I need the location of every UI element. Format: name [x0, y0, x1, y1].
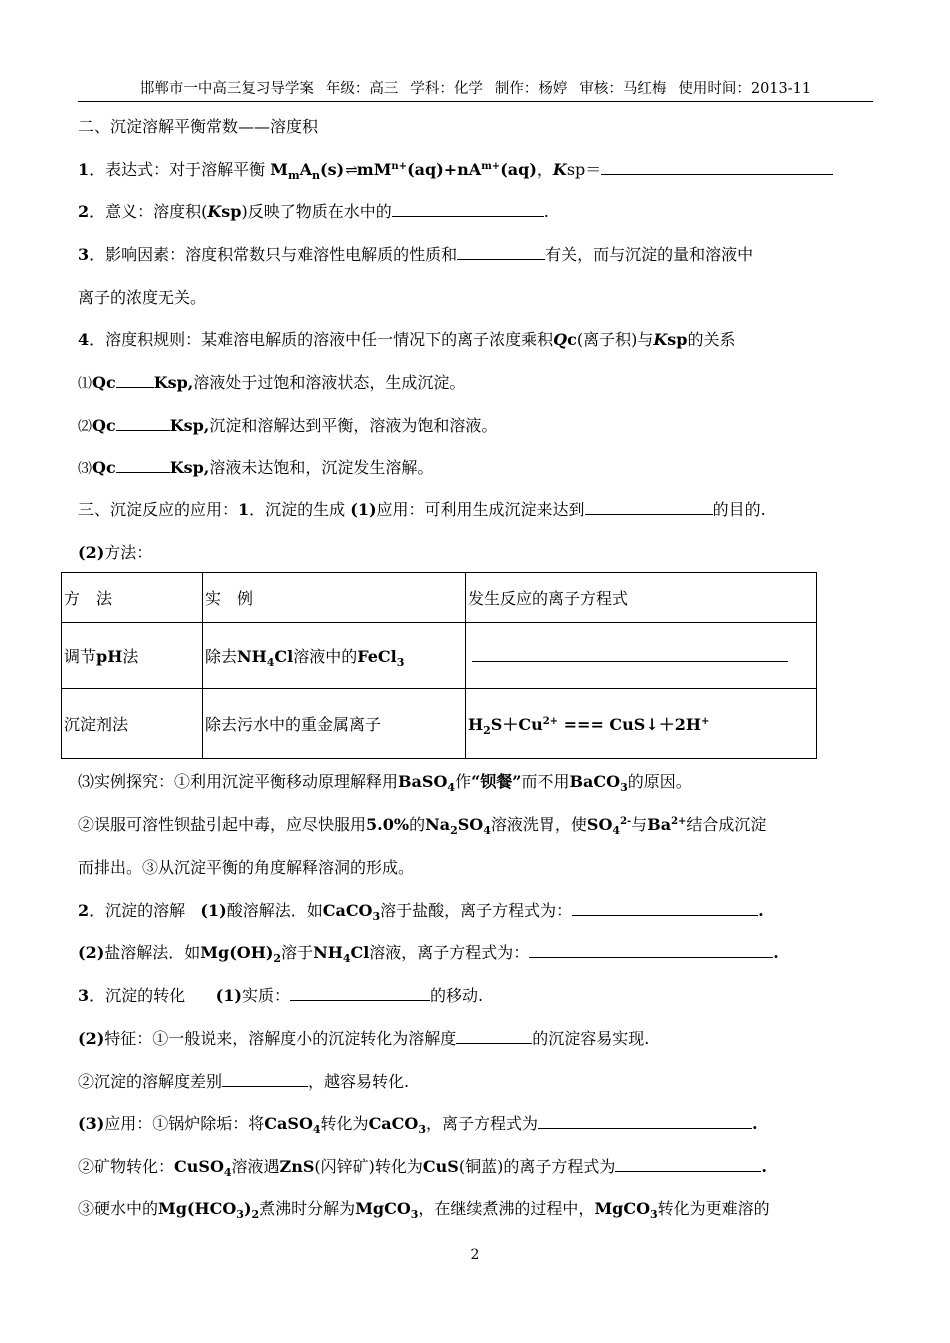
- ds-p2-mid: 溶于: [281, 943, 314, 962]
- convert-line4: [78, 1112, 758, 1136]
- section3-p2: (2): [78, 543, 105, 562]
- cv-p3-mid: 转化为: [320, 1114, 369, 1133]
- rule2-ksp: Ksp,: [169, 416, 210, 435]
- cv-l6-c: ): [243, 1199, 252, 1218]
- answer-blank-purpose[interactable]: [585, 498, 713, 515]
- row2-method: 沉淀剂法: [62, 689, 203, 759]
- cv-l6-c-sub: 2: [251, 1208, 260, 1221]
- page-header: [78, 78, 873, 102]
- ex2-c: 的: [409, 815, 426, 834]
- ex1-a: ⑶实例探究：①利用沉淀平衡移动原理解释用: [78, 772, 399, 791]
- r1-ea: 除去: [205, 647, 238, 666]
- f-m-sub: m: [287, 169, 300, 182]
- f-aq1: (aq)+nA: [407, 160, 482, 179]
- ds-p2-g: NH: [313, 943, 343, 962]
- table-row: [62, 623, 817, 689]
- answer-blank-factor[interactable]: [457, 243, 545, 260]
- answer-blank-mineral[interactable]: [615, 1155, 761, 1172]
- f-comma: ，: [536, 160, 553, 179]
- answer-blank-meaning[interactable]: [392, 200, 544, 217]
- ds-num: 2: [78, 901, 90, 920]
- section3-lead2: ．沉淀的生成: [249, 500, 346, 519]
- ex1-c: 作: [455, 772, 472, 791]
- cv-l5-d: ZnS: [279, 1157, 315, 1176]
- ex1-e: 而不用: [521, 772, 570, 791]
- item4-c: c: [567, 330, 577, 349]
- page-number: 2: [470, 1247, 480, 1263]
- rule1-qc: Qc: [92, 373, 116, 392]
- item4-tail: 的关系: [687, 330, 736, 349]
- ex2-f: 溶液洗胃，使: [490, 815, 587, 834]
- th-equation: 发生反应的离子方程式: [466, 573, 817, 623]
- convert-line2: [78, 1027, 649, 1051]
- section3-num1: 1: [238, 500, 250, 519]
- ex2-d-sub: 2: [450, 824, 458, 837]
- ds-p1-tail: 溶于盐酸，离子方程式为：: [380, 901, 573, 920]
- header-reviewer: 审核：马红梅: [579, 81, 667, 97]
- r1-ec: Cl: [274, 647, 294, 666]
- row1-example: [203, 623, 466, 689]
- answer-blank-boiler[interactable]: [538, 1112, 752, 1129]
- cv-p3-f-sub: 4: [312, 1123, 321, 1136]
- dissolve-line1: [78, 899, 764, 923]
- r1-ed: 溶液中的: [293, 647, 358, 666]
- section3-lead: 三、沉淀反应的应用：: [78, 500, 239, 519]
- ex1-b: BaSO: [398, 772, 448, 791]
- item3-num: 3: [78, 245, 90, 264]
- item1-num: 1: [78, 160, 90, 179]
- item2-lead: ．意义：溶度积(: [89, 202, 208, 221]
- ds-p1: (1): [200, 901, 227, 920]
- r2-qa: H: [468, 715, 484, 734]
- cv-p2: (2): [78, 1029, 105, 1048]
- rule1-text: 溶液处于过饱和溶液状态，生成沉淀。: [193, 373, 466, 392]
- item2-k: K: [207, 202, 222, 221]
- ds-p2-tail: 溶液，离子方程式为：: [369, 943, 530, 962]
- ds-end1: .: [758, 901, 764, 920]
- convert-line3: [78, 1070, 409, 1094]
- cv-l6-b: Mg(HCO: [158, 1199, 237, 1218]
- ds-p2-h: Cl: [350, 943, 370, 962]
- ds-p1-f-sub: 3: [372, 910, 381, 923]
- answer-blank-difference[interactable]: [222, 1070, 308, 1087]
- cv-end2: .: [761, 1157, 767, 1176]
- header-school: 邯郸市一中高三复习导学案: [139, 81, 314, 97]
- cv-p3-tail: ，离子方程式为: [426, 1114, 539, 1133]
- cv-l5-b: CuSO: [174, 1157, 224, 1176]
- item4-lead: ．溶度积规则：某难溶电解质的溶液中任一情况下的离子浓度乘积: [89, 330, 554, 349]
- ds-p2: (2): [78, 943, 105, 962]
- table-row: [62, 689, 817, 759]
- answer-blank-solubility[interactable]: [456, 1027, 532, 1044]
- rule3-qc: Qc: [92, 458, 116, 477]
- cv-p2-tail: 的沉淀容易实现.: [532, 1029, 650, 1048]
- r1-mb: pH: [96, 647, 123, 666]
- r2-qa-sub: 2: [483, 724, 491, 737]
- header-grade: 年级：高三: [325, 81, 399, 97]
- cv-p1-text: 实质：: [241, 986, 290, 1005]
- ex2-b: 5.0%: [366, 815, 410, 834]
- answer-blank-ksp[interactable]: [601, 158, 833, 175]
- f-aq1-sup: m+: [481, 161, 501, 172]
- f-mm-sup: n+: [391, 161, 408, 172]
- cv-l5-a: ②矿物转化：: [78, 1157, 175, 1176]
- ds-p2-text: 盐溶解法．如: [104, 943, 201, 962]
- answer-blank-rule3[interactable]: [116, 456, 170, 473]
- rule3-mark: ⑶: [78, 461, 92, 477]
- item3-factors: [78, 243, 753, 267]
- cv-l3-b: ，越容易转化.: [308, 1072, 410, 1091]
- cv-p3: (3): [78, 1114, 105, 1133]
- row2-example: 除去污水中的重金属离子: [203, 689, 466, 759]
- r1-ee: FeCl: [357, 647, 397, 666]
- r2-qb-sup: 2+: [542, 716, 559, 727]
- r1-ma: 调节: [64, 647, 97, 666]
- rule1: [78, 371, 465, 396]
- section3-method: [78, 541, 152, 565]
- ex2-h: 与: [631, 815, 648, 834]
- convert-line5: [78, 1155, 767, 1179]
- cv-l6-h: 转化为更难溶的: [657, 1199, 770, 1218]
- cv-num: 3: [78, 986, 90, 1005]
- cv-l6-g: MgCO: [594, 1199, 651, 1218]
- ex2-e-sub: 4: [483, 824, 491, 837]
- item4-rule: [78, 328, 735, 352]
- answer-blank-salt-dissolve[interactable]: [529, 941, 773, 958]
- ds-p2-f-sub: 2: [273, 952, 282, 965]
- ex2-e: SO: [457, 815, 484, 834]
- dissolve-line2: [78, 941, 779, 965]
- ex2-j: 结合成沉淀: [686, 815, 767, 834]
- convert-line6: [78, 1197, 770, 1221]
- cv-l5-g: (铜蓝)的离子方程式为: [458, 1157, 616, 1176]
- ex2-a: ②误服可溶性钡盐引起中毒，应尽快服用: [78, 815, 367, 834]
- rule3-text: 溶液未达饱和，沉淀发生溶解。: [209, 458, 434, 477]
- cv-l5-e: (闪锌矿)转化为: [314, 1157, 423, 1176]
- ex2-g-sup: 2-: [620, 816, 632, 827]
- item3-lead: ．影响因素：溶度积常数只与难溶性电解质的性质和: [89, 245, 458, 264]
- item2-sp: sp: [221, 202, 242, 221]
- rule2-mark: ⑵: [78, 419, 92, 435]
- r2-qc-sup: +: [701, 716, 710, 727]
- item4-mid: (离子积)与: [576, 330, 654, 349]
- explore-line3: 而排出。③从沉淀平衡的角度解释溶洞的形成。: [78, 858, 415, 877]
- ds-end2: .: [773, 943, 779, 962]
- section2-title: 二、沉淀溶解平衡常数——溶度积: [78, 117, 319, 136]
- cv-p1: (1): [215, 986, 242, 1005]
- r1-ee-sub: 3: [396, 656, 405, 669]
- f-aq2: (aq): [500, 160, 537, 179]
- ds-p2-f: Mg(OH): [200, 943, 274, 962]
- cv-end1: .: [752, 1114, 758, 1133]
- rule1-ksp: Ksp,: [153, 373, 194, 392]
- answer-blank-ph-equation[interactable]: [472, 645, 788, 662]
- f-mm: mM: [356, 160, 392, 179]
- f-a: A: [299, 160, 313, 179]
- item2-tail: )反映了物质在水中的: [241, 202, 392, 221]
- cv-l6-b-sub: 3: [236, 1208, 244, 1221]
- cv-l6-d: 煮沸时分解为: [259, 1199, 356, 1218]
- ex2-g-sub: 4: [612, 824, 621, 837]
- cv-p3-text: 应用：①锅炉除垢：将: [104, 1114, 265, 1133]
- formula-ions: [357, 160, 537, 179]
- cv-lead: ．沉淀的转化: [89, 986, 186, 1005]
- methods-table: [61, 572, 817, 759]
- ds-p1-text: 酸溶解法．如: [226, 901, 323, 920]
- f-a-sub: n: [312, 169, 321, 182]
- cv-l5-f: CuS: [422, 1157, 459, 1176]
- ex1-d: “钡餐”: [471, 772, 522, 791]
- equilibrium-arrow-icon: ⇌: [345, 161, 356, 179]
- answer-blank-essence[interactable]: [290, 984, 430, 1001]
- formula-M: [270, 160, 345, 182]
- cv-l6-e-sub: 3: [410, 1208, 419, 1221]
- cv-p3-f: CaSO: [264, 1114, 313, 1133]
- explore-line2: [78, 813, 766, 837]
- header-author: 制作：杨婷: [494, 81, 568, 97]
- ex2-d: Na: [425, 815, 451, 834]
- item4-k: K: [653, 330, 668, 349]
- item1-expression: [78, 158, 833, 182]
- rule3-ksp: Ksp,: [169, 458, 210, 477]
- th-method: 方 法: [62, 573, 203, 623]
- ksp-sp: sp＝: [566, 160, 602, 179]
- item1-lead: ．表达式：对于溶解平衡: [89, 160, 266, 179]
- cv-p1-tail: 的移动.: [429, 986, 484, 1005]
- table-header-row: [62, 573, 817, 623]
- cv-p3-g-sub: 3: [418, 1123, 426, 1136]
- cv-l6-g-sub: 3: [650, 1208, 658, 1221]
- rule2: [78, 414, 497, 439]
- item3-line2: 离子的浓度无关。: [78, 288, 207, 307]
- ds-lead: ．沉淀的溶解: [89, 901, 186, 920]
- r1-eb: NH: [237, 647, 267, 666]
- item4-sp: sp: [667, 330, 688, 349]
- item2-meaning: [78, 200, 549, 224]
- r2-qb: S＋Cu: [490, 715, 543, 734]
- cv-l5-b-sub: 4: [223, 1166, 232, 1179]
- f-s: (s): [320, 160, 345, 179]
- cv-l6-f: ，在继续煮沸的过程中，: [418, 1199, 595, 1218]
- ex1-b-sub: 4: [447, 781, 456, 794]
- item3-tail: 有关，而与沉淀的量和溶液中: [545, 245, 754, 264]
- section3-title: [78, 498, 766, 522]
- section3-p1-text: 应用：可利用生成沉淀来达到: [376, 500, 585, 519]
- convert-line1: [78, 984, 483, 1008]
- answer-blank-rule2[interactable]: [116, 414, 170, 431]
- cv-l6-a: ③硬水中的: [78, 1199, 159, 1218]
- item4-q: Q: [553, 330, 568, 349]
- r2-qc: === CuS↓＋2H: [558, 715, 702, 734]
- explore-line1: [78, 770, 692, 794]
- cv-l5-c: 溶液遇: [231, 1157, 280, 1176]
- header-subject: 学科：化学: [410, 81, 483, 97]
- th-example: 实 例: [203, 573, 466, 623]
- ds-p1-f: CaCO: [322, 901, 373, 920]
- ex2-i-sup: 2+: [671, 816, 687, 827]
- rule3: [78, 456, 433, 481]
- answer-blank-rule1[interactable]: [116, 371, 154, 388]
- row1-method: [62, 623, 203, 689]
- cv-l3-a: ②沉淀的溶解度差别: [78, 1072, 223, 1091]
- r1-eb-sub: 4: [266, 656, 275, 669]
- ex2-i: Ba: [647, 815, 672, 834]
- ex2-g: SO: [586, 815, 613, 834]
- rule2-text: 沉淀和溶解达到平衡，溶液为饱和溶液。: [209, 416, 498, 435]
- ex1-g: 的原因。: [627, 772, 692, 791]
- section3-p1: (1): [350, 500, 377, 519]
- section3-p2-text: 方法：: [104, 543, 153, 562]
- item2-end: .: [543, 202, 549, 221]
- r1-mc: 法: [122, 647, 139, 666]
- ksp-k: K: [552, 160, 567, 179]
- ds-p2-g-sub: 4: [342, 952, 351, 965]
- f-m: M: [270, 160, 288, 179]
- item4-num: 4: [78, 330, 90, 349]
- rule2-qc: Qc: [92, 416, 116, 435]
- answer-blank-acid-dissolve[interactable]: [572, 899, 758, 916]
- rule1-mark: ⑴: [78, 376, 92, 392]
- row1-equation: [466, 623, 817, 689]
- item2-num: 2: [78, 202, 90, 221]
- cv-p2-text: 特征：①一般说来，溶解度小的沉淀转化为溶解度: [104, 1029, 457, 1048]
- section3-p1-end: 的目的.: [712, 500, 766, 519]
- row2-equation: [466, 689, 817, 759]
- cv-l6-e: MgCO: [355, 1199, 411, 1218]
- cv-p3-g: CaCO: [368, 1114, 419, 1133]
- ex1-f-sub: 3: [620, 781, 628, 794]
- ex1-f: BaCO: [569, 772, 621, 791]
- header-date: 使用时间：2013-11: [678, 81, 812, 97]
